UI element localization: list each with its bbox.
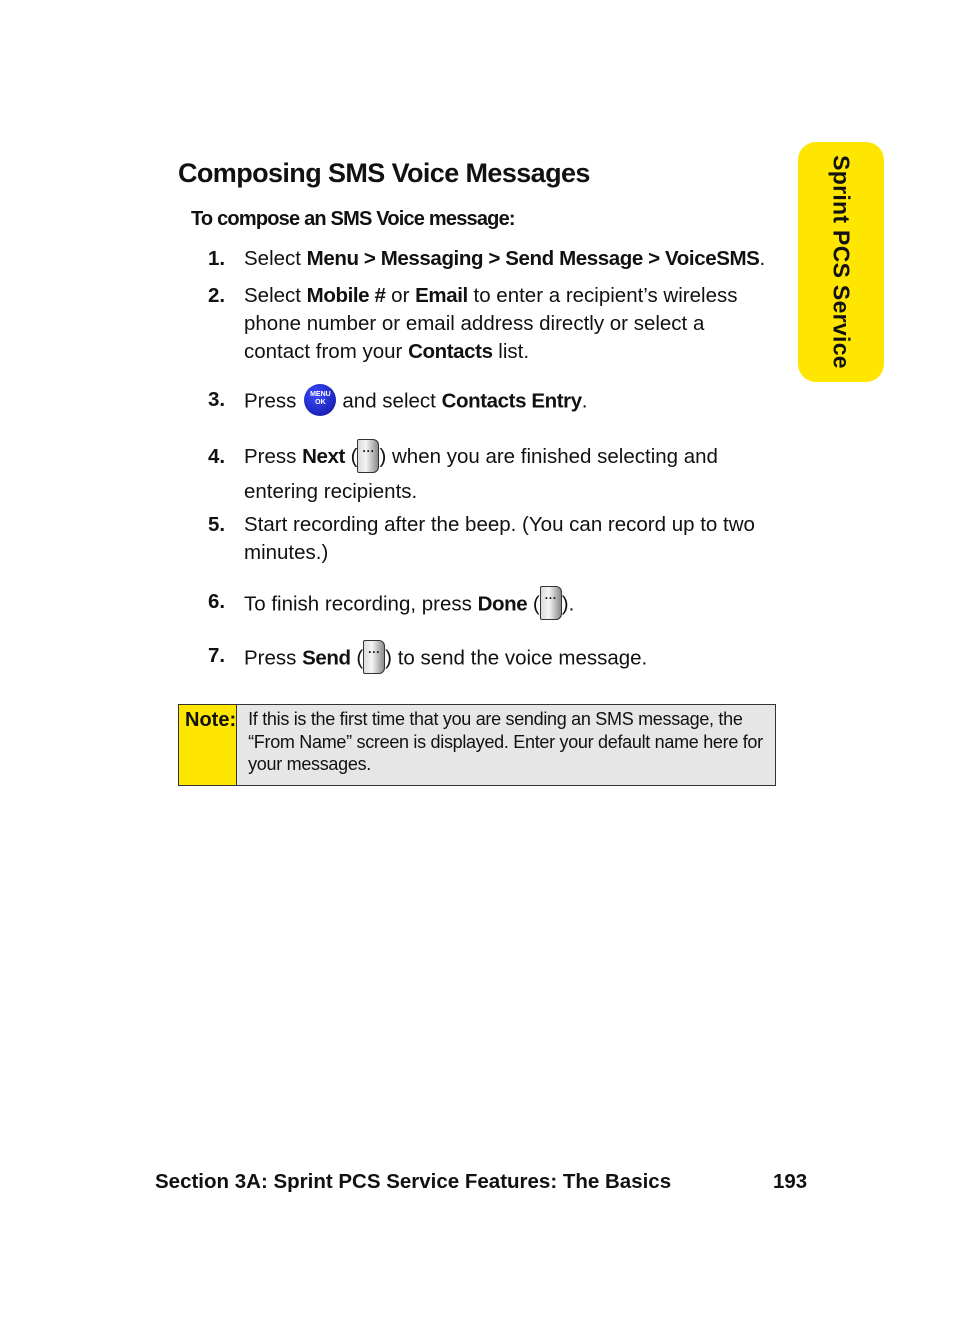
page-number: 193 <box>773 1170 808 1193</box>
step-2 <box>208 282 768 366</box>
step-text-part: ). <box>561 592 575 616</box>
step-text-part: ( <box>527 592 540 616</box>
softkey-next-label: Next <box>302 445 345 468</box>
step-text-part: . <box>581 389 588 413</box>
step-text-part: ) when you are finished selecting and entering recipients. <box>244 445 718 503</box>
step-text-part: Select <box>244 247 307 270</box>
softkey-icon: ··· <box>540 586 562 620</box>
step-text-part: list. <box>492 340 530 363</box>
step-3 <box>208 386 768 418</box>
step-text <box>244 588 768 622</box>
step-text-part: ( <box>350 646 364 670</box>
softkey-send-label: Send <box>302 646 351 670</box>
step-text <box>244 386 768 418</box>
option-contacts: Contacts <box>408 340 493 363</box>
step-text-part: ) to send the voice message. <box>385 646 648 670</box>
option-contacts-entry: Contacts Entry <box>441 389 582 413</box>
step-text <box>244 642 768 676</box>
note-text: If this is the first time that you are sending an SMS message, the “From Name” screen is displayed. Enter your default name here for your messages. <box>248 709 763 774</box>
menu-key-bottom-label: OK <box>315 399 326 406</box>
step-text-part: Press <box>244 646 303 670</box>
step-5 <box>208 511 768 567</box>
step-text-part: and select <box>342 389 442 413</box>
option-mobile: Mobile # <box>306 284 386 307</box>
step-7 <box>208 642 768 676</box>
footer-section-title: Section 3A: Sprint PCS Service Features: The Basics <box>155 1170 672 1193</box>
side-tab-label: Sprint PCS Service <box>828 155 855 369</box>
step-4 <box>208 440 768 508</box>
softkey-icon: ··· <box>357 439 379 473</box>
menu-path: Menu > Messaging > Send Message > VoiceSMS <box>306 247 760 270</box>
step-number: 6. <box>208 590 226 613</box>
step-text-part: Press <box>244 445 303 468</box>
softkey-done-label: Done <box>477 592 528 616</box>
step-1 <box>208 245 768 273</box>
step-text-part: . <box>759 247 766 270</box>
step-text <box>244 245 768 273</box>
step-text-part: To finish recording, press <box>244 592 478 616</box>
step-number: 7. <box>208 644 226 667</box>
procedure-intro: To compose an SMS Voice message: <box>191 208 515 230</box>
option-email: Email <box>415 284 468 307</box>
step-number: 4. <box>208 445 226 468</box>
step-text-part: or <box>385 284 416 307</box>
section-side-tab <box>798 142 884 382</box>
menu-key-top-label: MENU <box>310 391 331 398</box>
step-number: 1. <box>208 247 226 270</box>
step-6 <box>208 588 768 622</box>
step-number: 3. <box>208 388 226 411</box>
step-text: Start recording after the beep. (You can record up to two minutes.) <box>244 513 755 564</box>
step-text-part: Select <box>244 284 307 307</box>
softkey-icon: ··· <box>363 640 385 674</box>
step-number: 2. <box>208 284 226 307</box>
step-text-part: Press <box>244 389 297 413</box>
step-text <box>244 440 768 508</box>
menu-ok-key-icon <box>304 384 336 416</box>
page-title: Composing SMS Voice Messages <box>178 158 590 188</box>
note-label: Note: <box>179 705 237 785</box>
step-text-part: to enter a recipient’s wireless phone number or email address directly or select a contact from your <box>244 284 738 363</box>
step-number: 5. <box>208 513 226 536</box>
step-text-part: ( <box>344 445 358 468</box>
note-box <box>178 704 776 786</box>
step-text <box>244 282 768 366</box>
